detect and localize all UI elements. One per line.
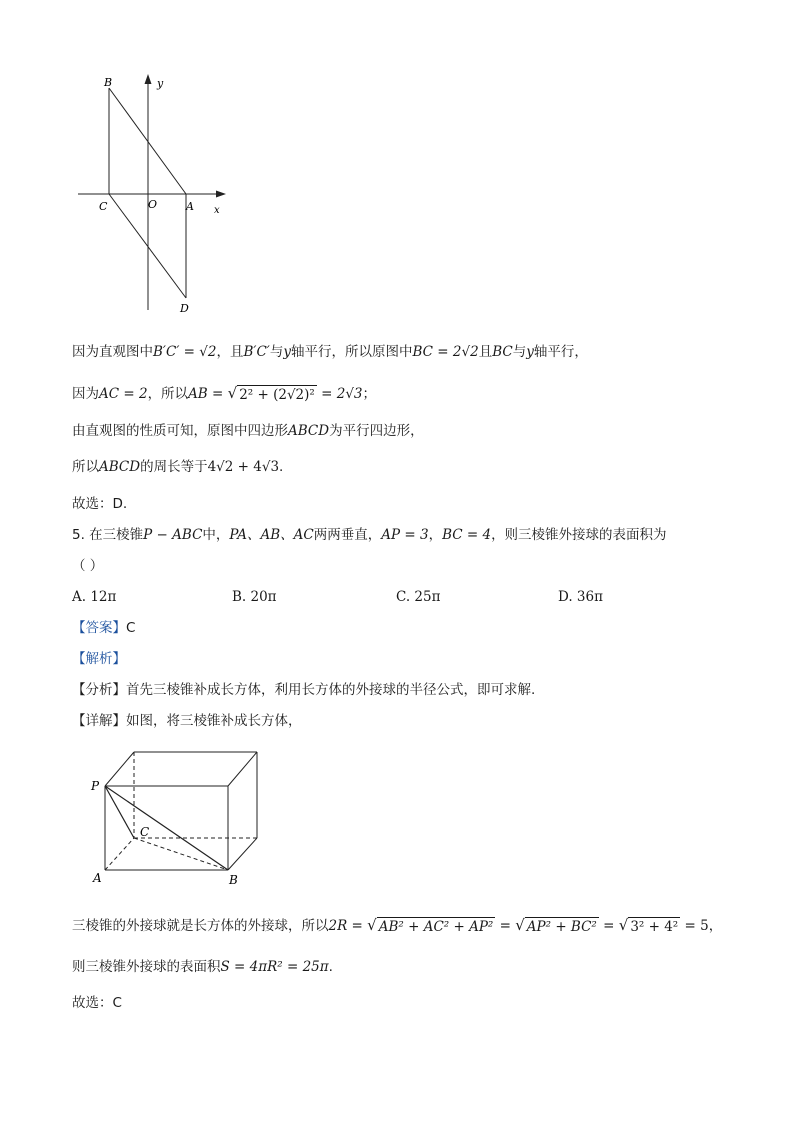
question-5-options [72, 587, 672, 607]
text-line-6: 三棱锥的外接球就是长方体的外接球，所以2R = √ AB² + AC² + AP² = √ AP² + BC² = √ 3² + 4² = 5， [72, 916, 723, 935]
question-5-stem: 5. 在三棱锥P − ABC中，PA、AB、AC两两垂直，AP = 3，BC = 4，则三棱锥外接球的表面积为 [72, 527, 667, 543]
answer-tag: 【答案】 [72, 620, 126, 636]
label-C: C [99, 200, 108, 213]
analysis-tag: 【解析】 [72, 651, 126, 667]
label-A: A [186, 200, 194, 213]
label-P: P [91, 779, 100, 793]
radical-2: √ AP² + BC² [515, 916, 597, 935]
option-b: B. 20π [232, 589, 277, 605]
text-line-2: 因为AC = 2，所以AB = √ 2² + (2√2)² = 2√3； [72, 384, 377, 403]
answer-line: 【答案】C [72, 620, 136, 636]
radical-1: √ AB² + AC² + AP² [367, 916, 494, 935]
option-d: D. 36π [558, 589, 603, 605]
analysis-line [72, 649, 126, 669]
option-c: C. 25π [396, 589, 441, 605]
radical: √ 2² + (2√2)² [227, 384, 315, 403]
question-5-paren: （ ） [72, 558, 104, 574]
fenxi-tag: 【分析】 [72, 682, 126, 698]
label-x: x [214, 205, 220, 216]
option-a: A. 12π [72, 589, 117, 605]
text-line-3: 由直观图的性质可知，原图中四边形ABCD为平行四边形， [72, 423, 424, 439]
label-A2: A [93, 871, 102, 885]
label-O: O [148, 198, 158, 211]
label-C2: C [140, 825, 150, 839]
radical-3: √ 3² + 4² [618, 916, 679, 935]
label-D: D [180, 302, 189, 315]
cuboid-figure [84, 740, 274, 890]
text-line-7: 则三棱锥外接球的表面积S = 4πR² = 25π. [72, 959, 333, 975]
label-B2: B [229, 873, 238, 887]
fenxi-line: 【分析】首先三棱锥补成长方体，利用长方体的外接球的半径公式，即可求解. [72, 682, 536, 698]
label-B: B [104, 76, 113, 89]
text-line-8: 故选：C [72, 995, 122, 1011]
coordinate-figure [72, 66, 242, 322]
text-line-1: 因为直观图中B′C′ = √2，且B′C′与y轴平行，所以原图中BC = 2√2且BC与y轴平行， [72, 344, 588, 360]
y-axis-arrow [145, 74, 152, 84]
text-line-5: 故选：D. [72, 496, 128, 512]
label-y: y [157, 77, 164, 90]
x-axis-arrow [216, 191, 226, 198]
xiangjie-tag: 【详解】 [72, 713, 126, 729]
xiangjie-line: 【详解】如图，将三棱锥补成长方体， [72, 713, 302, 729]
text-line-4: 所以ABCD的周长等于4√2 + 4√3. [72, 459, 284, 475]
